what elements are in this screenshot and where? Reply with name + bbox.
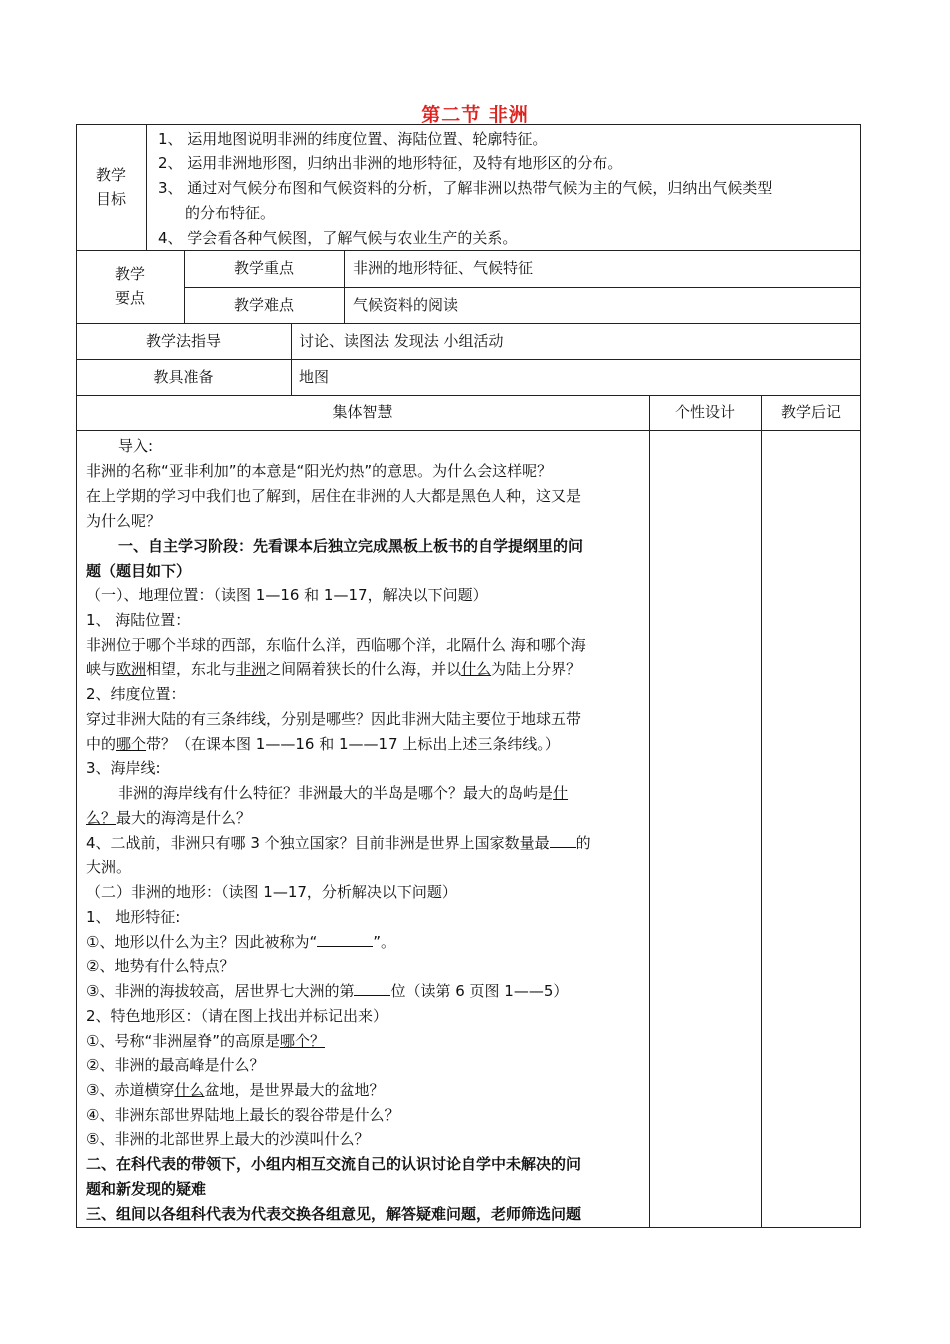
body-line: 3、海岸线: xyxy=(86,759,161,777)
goal-item: 3、 通过对气候分布图和气候资料的分析，了解非洲以热带气候为主的气候，归纳出气候类型 xyxy=(158,179,773,197)
col-divider xyxy=(649,395,650,1228)
focus-value: 非洲的地形特征、气候特征 xyxy=(353,259,534,277)
body-line: 2、特色地形区：（请在图上找出并标记出来） xyxy=(86,1007,389,1025)
keypoints-label-line: 教学 xyxy=(114,265,145,283)
text-span: 非洲的海岸线有什么特征？非洲最大的半岛是哪个？最大的岛屿是 xyxy=(118,784,554,802)
text-span: 为陆上分界？ xyxy=(491,660,582,678)
text-span: 的 xyxy=(575,834,591,852)
keypoints-label xyxy=(76,262,184,310)
body-line xyxy=(86,1029,325,1053)
body-line: 非洲的名称“亚非利加”的本意是“阳光灼热”的意思。为什么会这样呢？ xyxy=(86,462,553,480)
row-divider xyxy=(76,359,861,360)
goal-item: 2、 运用非洲地形图，归纳出非洲的地形特征，及特有地形区的分布。 xyxy=(158,154,623,172)
row-divider xyxy=(76,395,861,396)
page-title: 第二节 非洲 xyxy=(421,104,529,126)
text-span: 盆地，是世界最大的盆地？ xyxy=(204,1081,385,1099)
body-line: 2、纬度位置： xyxy=(86,685,186,703)
row-divider xyxy=(76,250,861,251)
body-line: （二）非洲的地形：（读图 1—17，分析解决以下问题） xyxy=(86,883,457,901)
col-divider xyxy=(761,395,762,1228)
column-header-personal: 个性设计 xyxy=(674,403,735,421)
row-divider xyxy=(76,323,861,324)
fill-blank[interactable] xyxy=(317,930,373,947)
body-line: 在上学期的学习中我们也了解到，居住在非洲的人大都是黑色人种，这又是 xyxy=(86,487,582,505)
text-span: ③、非洲的海拔较高，居世界七大洲的第 xyxy=(86,982,355,1000)
keypoints-label-line: 要点 xyxy=(114,289,145,307)
body-line: 大洲。 xyxy=(86,858,132,876)
fill-blank[interactable] xyxy=(354,979,390,996)
body-line: 1、 海陆位置： xyxy=(86,611,191,629)
body-line: （一）、地理位置：（读图 1—16 和 1—17，解决以下问题） xyxy=(86,586,488,604)
col-divider xyxy=(146,124,147,250)
column-header-collective: 集体智慧 xyxy=(332,403,393,421)
body-line: 为什么呢？ xyxy=(86,512,162,530)
body-line: 1、 地形特征: xyxy=(86,908,181,926)
text-span: 4、二战前，非洲只有哪 3 个独立国家？目前非洲是世界上国家数量最 xyxy=(86,834,550,852)
body-line xyxy=(86,831,591,855)
col-divider xyxy=(291,323,292,395)
text-span: 相望，东北与 xyxy=(146,660,237,678)
underlined-text: 什么 xyxy=(174,1081,205,1099)
goal-item: 的分布特征。 xyxy=(185,204,276,222)
text-span: 峡与 xyxy=(86,660,117,678)
section-heading: 题（题目如下） xyxy=(86,562,192,580)
goals-label xyxy=(76,163,146,211)
goals-label-line: 教学 xyxy=(95,166,126,184)
text-span: ①、号称“非洲屋脊”的高原是 xyxy=(86,1032,280,1050)
fill-blank[interactable] xyxy=(550,831,576,848)
body-line xyxy=(86,806,251,830)
body-line: 穿过非洲大陆的有三条纬线，分别是哪些？因此非洲大陆主要位于地球五带 xyxy=(86,710,582,728)
body-line xyxy=(86,657,581,681)
body-line xyxy=(86,979,568,1003)
method-value: 讨论、读图法 发现法 小组活动 xyxy=(299,332,504,350)
method-label: 教学法指导 xyxy=(145,332,221,350)
row-divider xyxy=(76,430,861,431)
tools-label: 教具准备 xyxy=(153,368,214,386)
text-span: 位（读第 6 页图 1——5） xyxy=(390,982,569,1000)
section-heading: 三、组间以各组科代表为代表交换各组意见，解答疑难问题，老师筛选问题 xyxy=(86,1205,582,1223)
body-line xyxy=(86,930,396,954)
underlined-text: 哪个 xyxy=(116,735,147,753)
section-heading: 题和新发现的疑难 xyxy=(86,1180,207,1198)
goal-item: 4、 学会看各种气候图，了解气候与农业生产的关系。 xyxy=(158,229,518,247)
text-span: ”。 xyxy=(373,933,397,951)
body-line xyxy=(86,732,560,756)
text-span: ①、地形以什么为主？因此被称为“ xyxy=(86,933,318,951)
body-line: ⑤、非洲的北部世界上最大的沙漠叫什么？ xyxy=(86,1130,370,1148)
goal-item: 1、 运用地图说明非洲的纬度位置、海陆位置、轮廓特征。 xyxy=(158,130,548,148)
underlined-text: 非洲 xyxy=(236,660,267,678)
underlined-text: 什 xyxy=(553,784,569,802)
body-line xyxy=(86,1078,384,1102)
body-line: ②、非洲的最高峰是什么？ xyxy=(86,1056,265,1074)
body-line xyxy=(118,781,568,805)
underlined-text: 么？ xyxy=(86,809,117,827)
underlined-text: 欧洲 xyxy=(116,660,147,678)
section-heading: 一、自主学习阶段：先看课本后独立完成黑板上板书的自学提纲里的问 xyxy=(118,537,584,555)
body-line: 导入: xyxy=(118,437,154,455)
underlined-text: 哪个？ xyxy=(280,1032,326,1050)
section-heading: 二、在科代表的带领下，小组内相互交流自己的认识讨论自学中未解决的问 xyxy=(86,1155,582,1173)
difficulty-label: 教学难点 xyxy=(233,296,294,314)
text-span: 带？（在课本图 1——16 和 1——17 上标出上述三条纬线。） xyxy=(146,735,560,753)
row-divider xyxy=(184,287,861,288)
text-span: 最大的海湾是什么？ xyxy=(116,809,252,827)
body-line: ②、地势有什么特点？ xyxy=(86,957,235,975)
column-header-notes: 教学后记 xyxy=(780,403,841,421)
text-span: ③、赤道横穿 xyxy=(86,1081,175,1099)
tools-value: 地图 xyxy=(299,368,330,386)
difficulty-value: 气候资料的阅读 xyxy=(353,296,459,314)
text-span: 中的 xyxy=(86,735,117,753)
body-line: 非洲位于哪个半球的西部，东临什么洋，西临哪个洋，北隔什么 海和哪个海 xyxy=(86,636,586,654)
col-divider xyxy=(344,250,345,323)
goals-label-line: 目标 xyxy=(95,190,126,208)
focus-label: 教学重点 xyxy=(233,259,294,277)
body-line: ④、非洲东部世界陆地上最长的裂谷带是什么？ xyxy=(86,1106,400,1124)
underlined-text: 什么 xyxy=(461,660,492,678)
text-span: 之间隔着狭长的什么海，并以 xyxy=(266,660,462,678)
